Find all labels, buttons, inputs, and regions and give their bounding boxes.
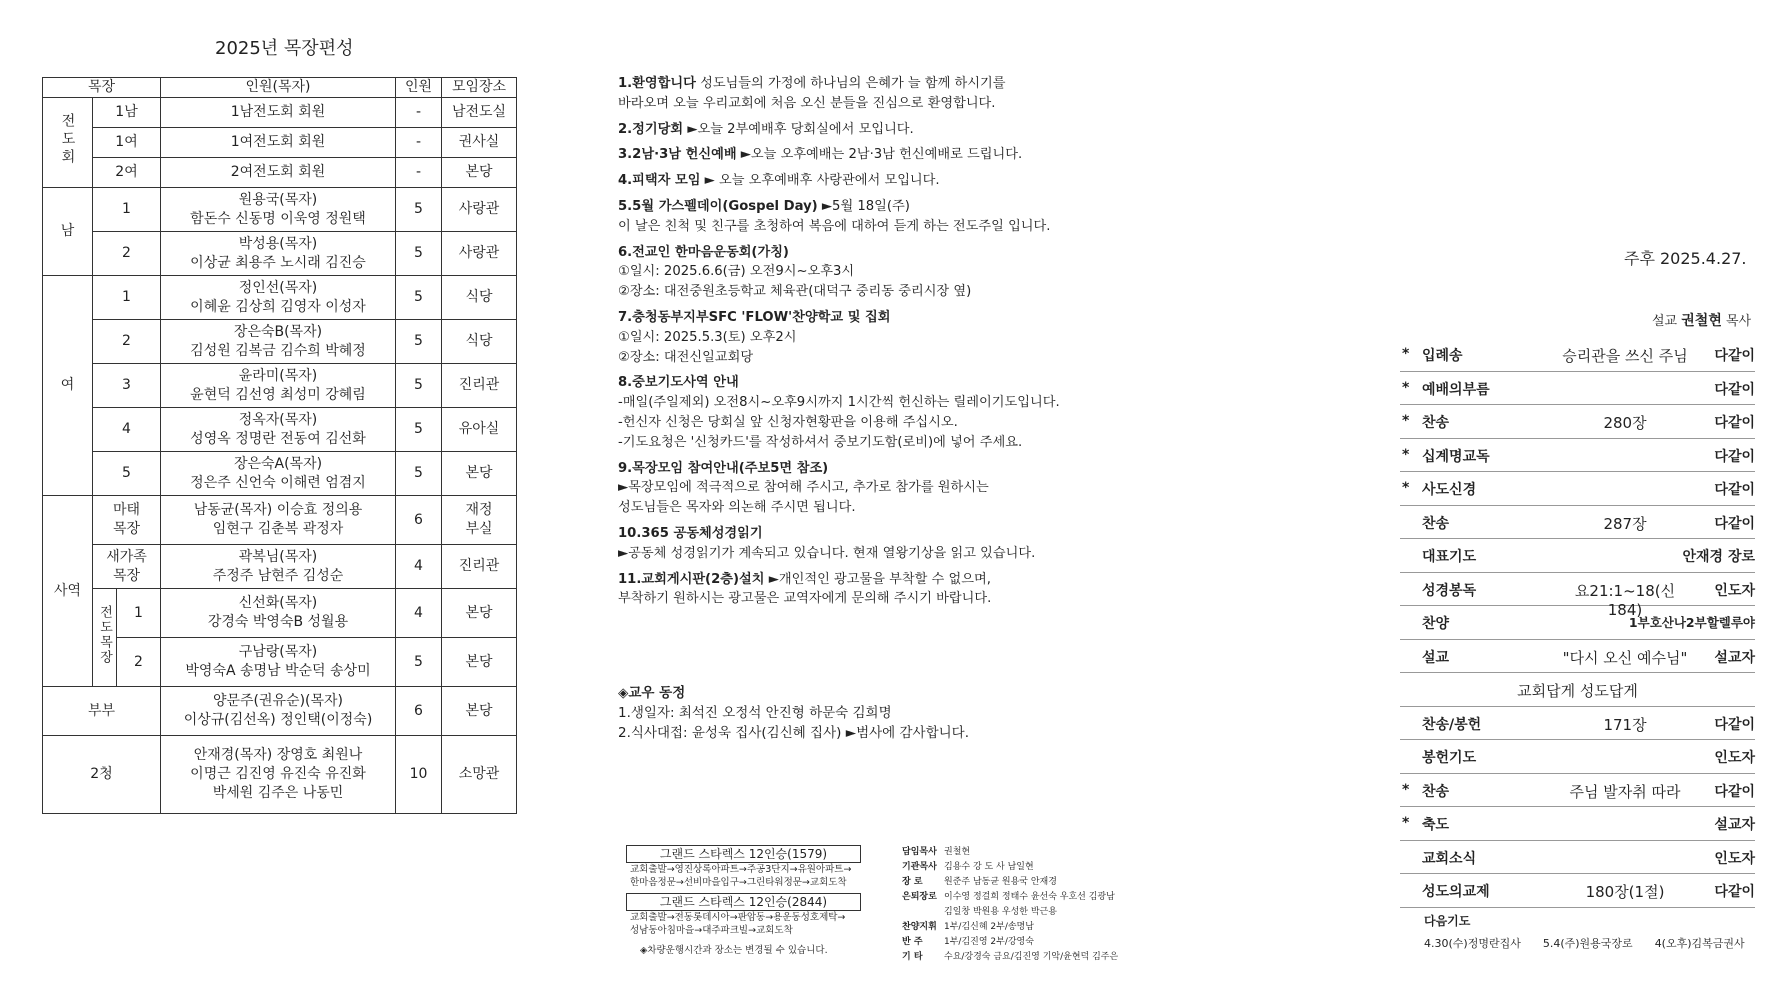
table-row: 4 정옥자(목자) 성영옥 정명란 전동여 김선화 5 유아실 bbox=[43, 408, 517, 452]
group-jeondo-mokjang: 전도목장 bbox=[93, 589, 117, 687]
table-row: 2 박성용(목자) 이상균 최용주 노시래 김진승 5 사랑관 bbox=[43, 232, 517, 276]
table-row: 2 장은숙B(목자) 김성원 김복금 김수희 박혜정 5 식당 bbox=[43, 320, 517, 364]
birthday-line: 1.생일자: 최석진 오정석 안진형 하문숙 김희명 bbox=[618, 705, 892, 721]
notice-item: 3.2남·3남 헌신예배 ►오늘 오후예배는 2남·3남 헌신예배로 드립니다. bbox=[618, 147, 1023, 163]
worship-item: * 찬송 주님 발자취 따라 다같이 bbox=[1400, 774, 1755, 808]
table-title: 2025년 목장편성 bbox=[215, 38, 354, 59]
member-news-heading: ◈교우 동정 bbox=[618, 685, 686, 701]
worship-item: * 예배의부름 다같이 bbox=[1400, 372, 1755, 406]
officer-row: 반 주 1부/김진영 2부/강영숙 bbox=[902, 937, 1034, 947]
notice-item: 11.교회게시판(2층)설치 ►개인적인 광고물을 부착할 수 없으며, 부착하기 원하시는 광고물은 교역자에게 문의해 주시기 바랍니다. bbox=[618, 571, 992, 607]
service-date: 주후 2025.4.27. bbox=[1624, 249, 1747, 268]
group-jeondo: 전도회 bbox=[43, 98, 93, 188]
officer-row: 찬양지휘 1부/김신혜 2부/송명남 bbox=[902, 922, 1034, 932]
group-yeo: 여 bbox=[43, 276, 93, 496]
member-news bbox=[618, 683, 969, 743]
church-officers bbox=[902, 845, 1118, 965]
table-row: 새가족 목장 곽복님(목자) 주정주 남현주 김성순 4 진리관 bbox=[43, 545, 517, 589]
officer-row: 담임목사 권철현 bbox=[902, 847, 971, 857]
table-row: 5 장은숙A(목자) 정은주 신언숙 이해련 엄겸지 5 본당 bbox=[43, 452, 517, 496]
mokjang-table bbox=[42, 77, 517, 814]
bus-route-2: 그랜드 스타렉스 12인승(2844) 교회출발→전동롯데시아→판암동→용운동성호제탁→ 성남동아침마을→대주파크빌→교회도착 bbox=[626, 893, 861, 937]
notice-item: 2.정기당회 ►오늘 2부예배후 당회실에서 모입니다. bbox=[618, 121, 914, 137]
header-count: 인원 bbox=[396, 78, 442, 98]
notice-item: 5.5월 가스펠데이(Gospel Day) ►5월 18일(주) 이 날은 친척 및 친구를 초청하여 복음에 대하여 듣게 하는 전도주일 입니다. bbox=[618, 198, 1051, 234]
table-header-row bbox=[43, 78, 517, 98]
worship-item: 성도의교제 180장(1절) 다같이 bbox=[1400, 874, 1755, 908]
group-nam: 남 bbox=[43, 188, 93, 276]
worship-item: * 사도신경 다같이 bbox=[1400, 472, 1755, 506]
worship-item: * 찬송 280장 다같이 bbox=[1400, 405, 1755, 439]
table-row: 1여 1여전도회 회원 - 권사실 bbox=[43, 128, 517, 158]
header-members: 인원(목자) bbox=[161, 78, 396, 98]
bus-route-1: 그랜드 스타렉스 12인승(1579) 교회출발→영진상록아파트→주공3단지→유원아파트→ 한마음정문→선비마을입구→그린타워정문→교회도착 bbox=[626, 845, 861, 889]
group-sayeok: 사역 bbox=[43, 496, 93, 687]
preacher: 설교 권철현 목사 bbox=[1652, 313, 1752, 329]
worship-item: 찬양 1부호산나2부할렐루야 bbox=[1400, 606, 1755, 640]
table-row: 여 1 정인선(목자) 이혜윤 김상희 김영자 이성자 5 식당 bbox=[43, 276, 517, 320]
bus-note: ◈차량운행시간과 장소는 변경될 수 있습니다. bbox=[640, 945, 828, 956]
officer-row: 기 타 수요/강경숙 금요/김진영 기악/윤현덕 김주은 bbox=[902, 952, 1119, 962]
worship-item: 대표기도 안재경 장로 bbox=[1400, 539, 1755, 573]
announcements bbox=[618, 74, 1098, 615]
bus-title: 그랜드 스타렉스 12인승(1579) bbox=[626, 845, 861, 863]
officer-row: 기관목사 김용수 강 도 사 남일현 bbox=[902, 862, 1034, 872]
table-row: 2청 안재경(목자) 장영호 최원나 이명근 김진영 유진숙 유진화 박세원 김주은 나동민 10 소망관 bbox=[43, 736, 517, 814]
table-row: 사역 마태 목장 남동균(목자) 이승효 정의용 임현구 김춘복 곽정자 6 재정 부실 bbox=[43, 496, 517, 545]
officer-row: 김일창 박원용 우성한 박근용 bbox=[944, 907, 1057, 917]
table-row: 전도목장 1 신선화(목자) 강경숙 박영숙B 성월용 4 본당 bbox=[43, 589, 517, 638]
table-row: 전도회 1남 1남전도회 회원 - 남전도실 bbox=[43, 98, 517, 128]
group-bubu: 부부 bbox=[43, 687, 161, 736]
notice-item: 4.피택자 모임 ► 오늘 오후예배후 사랑관에서 모입니다. bbox=[618, 173, 940, 189]
worship-item: * 입례송 승리관을 쓰신 주님 다같이 bbox=[1400, 338, 1755, 372]
meal-line: 2.식사대접: 윤성욱 집사(김신혜 집사) ►범사에 감사합니다. bbox=[618, 725, 969, 741]
worship-item: 찬송 287장 다같이 bbox=[1400, 506, 1755, 540]
worship-item: * 십계명교독 다같이 bbox=[1400, 439, 1755, 473]
table-row: 부부 양문주(권유순)(목자) 이상규(김선옥) 정인택(이정숙) 6 본당 bbox=[43, 687, 517, 736]
worship-item: 찬송/봉헌 171장 다같이 bbox=[1400, 707, 1755, 741]
notice-item: 8.중보기도사역 안내 -매일(주일제외) 오전8시~오후9시까지 1시간씩 헌신하는 릴레이기도입니다. -헌신자 신청은 당회실 앞 신청자현황판을 이용해 주십시오. -기도요청은 '신청카드'를 작성하셔서 중보기도함(로비)에 넣어 주세요. bbox=[618, 375, 1060, 450]
worship-item: 설교 "다시 오신 예수님" 설교자 bbox=[1400, 640, 1755, 674]
table-row: 2 구남랑(목자) 박영숙A 송명남 박순덕 송상미 5 본당 bbox=[43, 638, 517, 687]
worship-item: 교회답게 성도답게 bbox=[1400, 673, 1755, 707]
bus-title: 그랜드 스타렉스 12인승(2844) bbox=[626, 893, 861, 911]
next-prayer: 다음기도 4.30(수)정명란집사 5.4(주)원용국장로 4(오후)김복금권사 bbox=[1424, 914, 1745, 950]
officer-row: 장 로 원준주 남동균 원용국 안재경 bbox=[902, 877, 1057, 887]
worship-item: 교회소식 인도자 bbox=[1400, 841, 1755, 875]
table-row: 2여 2여전도회 회원 - 본당 bbox=[43, 158, 517, 188]
header-mokjang: 목장 bbox=[43, 78, 161, 98]
worship-item: 성경봉독 요21:1~18(신184) 인도자 bbox=[1400, 573, 1755, 607]
header-place: 모임장소 bbox=[442, 78, 517, 98]
table-row: 3 윤라미(목자) 윤현덕 김선영 최성미 강혜림 5 진리관 bbox=[43, 364, 517, 408]
officer-row: 은퇴장로 이수영 정걸희 정태수 윤선숙 우호선 김광남 bbox=[902, 892, 1115, 902]
worship-order bbox=[1400, 338, 1755, 908]
notice-item: 9.목장모임 참여안내(주보5면 참조) ►목장모임에 적극적으로 참여해 주시고, 추가로 참가를 원하시는 성도님들은 목자와 의논해 주시면 됩니다. bbox=[618, 460, 989, 516]
table-row: 남 1 원용국(목자) 함돈수 신동명 이욱영 정원택 5 사랑관 bbox=[43, 188, 517, 232]
notice-item: 1.환영합니다 성도님들의 가정에 하나님의 은혜가 늘 함께 하시기를 바라오며 오늘 우리교회에 처음 오신 분들을 진심으로 환영합니다. bbox=[618, 76, 1006, 111]
notice-item: 6.전교인 한마음운동회(가칭) ①일시: 2025.6.6(금) 오전9시~오후3시 ②장소: 대전중원초등학교 체육관(대덕구 중리동 중리시장 옆) bbox=[618, 244, 972, 300]
worship-item: * 축도 설교자 bbox=[1400, 807, 1755, 841]
group-2cheong: 2청 bbox=[43, 736, 161, 814]
notice-item: 7.충청동부지부SFC 'FLOW'찬양학교 및 집회 ①일시: 2025.5.3(토) 오후2시 ②장소: 대전신일교회당 bbox=[618, 309, 891, 365]
worship-item: 봉헌기도 인도자 bbox=[1400, 740, 1755, 774]
next-prayer-title: 다음기도 bbox=[1424, 914, 1471, 928]
notice-item: 10.365 공동체성경읽기 ►공동체 성경읽기가 계속되고 있습니다. 현재 열왕기상을 읽고 있습니다. bbox=[618, 525, 1036, 561]
